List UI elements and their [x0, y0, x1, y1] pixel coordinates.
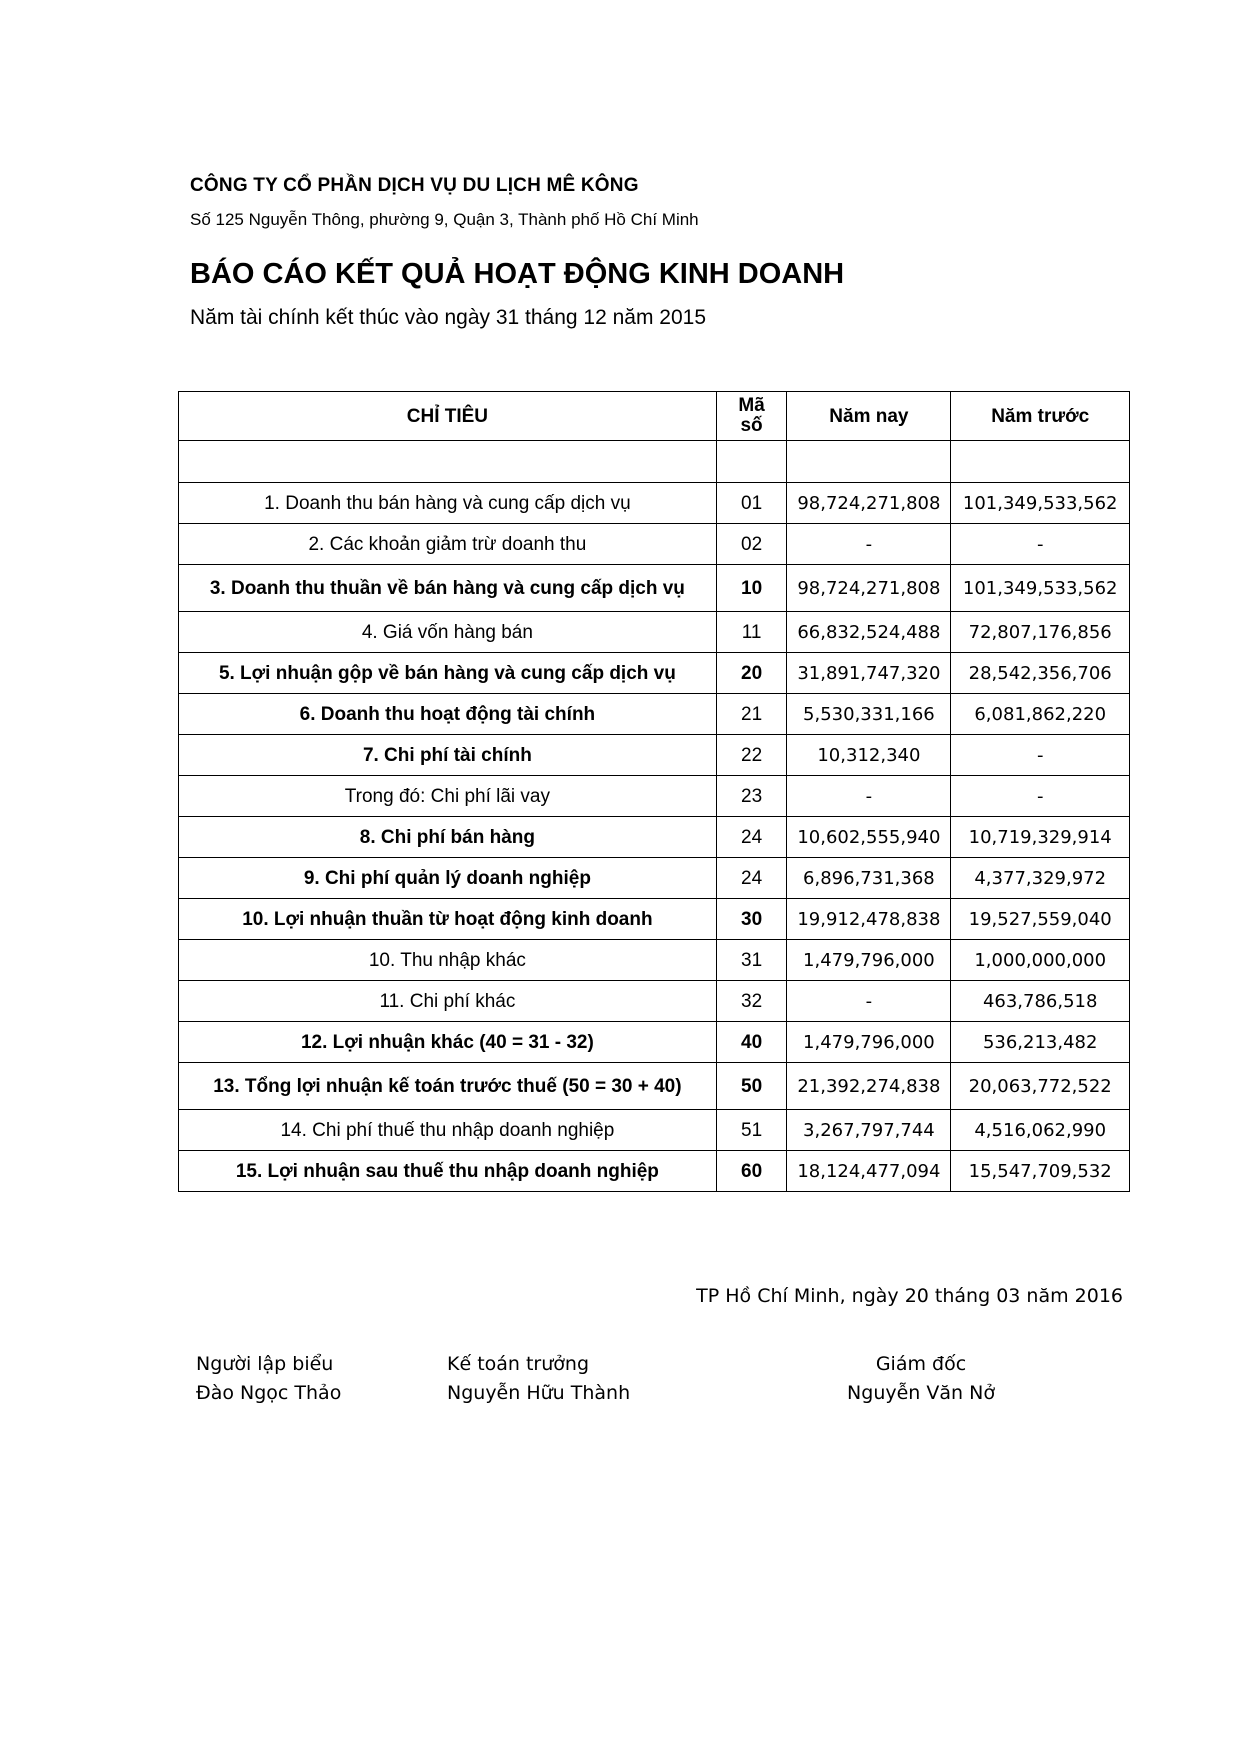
row-item: 2. Các khoản giảm trừ doanh thu — [179, 524, 717, 565]
signature-director — [846, 1350, 996, 1408]
blank-cell — [716, 441, 787, 483]
table-row — [179, 612, 1130, 653]
row-code: 02 — [716, 524, 787, 565]
table-row — [179, 940, 1130, 981]
row-item: 5. Lợi nhuận gộp về bán hàng và cung cấp dịch vụ — [179, 653, 717, 694]
signature-preparer — [196, 1350, 341, 1408]
signature-role: Kế toán trưởng — [447, 1353, 590, 1375]
row-code: 40 — [716, 1022, 787, 1063]
row-item: 8. Chi phí bán hàng — [179, 817, 717, 858]
table-row — [179, 483, 1130, 524]
header-current-year: Năm nay — [787, 392, 951, 441]
row-current: - — [787, 524, 951, 565]
header-code-line2: số — [740, 415, 763, 436]
table-header-row — [179, 392, 1130, 441]
row-previous: 19,527,559,040 — [951, 899, 1130, 940]
row-current: 31,891,747,320 — [787, 653, 951, 694]
signature-name: Đào Ngọc Thảo — [196, 1382, 342, 1404]
row-item: 12. Lợi nhuận khác (40 = 31 - 32) — [179, 1022, 717, 1063]
row-code: 30 — [716, 899, 787, 940]
row-code: 24 — [716, 817, 787, 858]
row-item: 11. Chi phí khác — [179, 981, 717, 1022]
row-current: 5,530,331,166 — [787, 694, 951, 735]
row-current: - — [787, 776, 951, 817]
table-row — [179, 1022, 1130, 1063]
table-row — [179, 653, 1130, 694]
signature-name: Nguyễn Hữu Thành — [447, 1382, 631, 1404]
row-previous: - — [951, 735, 1130, 776]
table-row — [179, 735, 1130, 776]
row-current: 6,896,731,368 — [787, 858, 951, 899]
row-item: 7. Chi phí tài chính — [179, 735, 717, 776]
row-current: 19,912,478,838 — [787, 899, 951, 940]
table-row — [179, 694, 1130, 735]
row-current: 98,724,271,808 — [787, 483, 951, 524]
report-subtitle: Năm tài chính kết thúc vào ngày 31 tháng 12 năm 2015 — [190, 306, 707, 329]
row-previous: 1,000,000,000 — [951, 940, 1130, 981]
row-item: 10. Thu nhập khác — [179, 940, 717, 981]
header-code — [716, 392, 787, 441]
table-row — [179, 524, 1130, 565]
signature-role: Người lập biểu — [196, 1353, 334, 1375]
table-row — [179, 858, 1130, 899]
row-code: 10 — [716, 565, 787, 612]
row-previous: 72,807,176,856 — [951, 612, 1130, 653]
row-previous: 10,719,329,914 — [951, 817, 1130, 858]
row-previous: - — [951, 524, 1130, 565]
row-item: 4. Giá vốn hàng bán — [179, 612, 717, 653]
row-item: 6. Doanh thu hoạt động tài chính — [179, 694, 717, 735]
row-previous: 20,063,772,522 — [951, 1063, 1130, 1110]
blank-cell — [179, 441, 717, 483]
row-code: 11 — [716, 612, 787, 653]
row-code: 31 — [716, 940, 787, 981]
signature-role: Giám đốc — [875, 1353, 967, 1375]
blank-cell — [951, 441, 1130, 483]
row-code: 60 — [716, 1151, 787, 1192]
row-current: 1,479,796,000 — [787, 940, 951, 981]
row-item: 10. Lợi nhuận thuần từ hoạt động kinh doanh — [179, 899, 717, 940]
place-date: TP Hồ Chí Minh, ngày 20 tháng 03 năm 2016 — [696, 1285, 1123, 1307]
row-previous: 4,516,062,990 — [951, 1110, 1130, 1151]
table-row — [179, 565, 1130, 612]
table-row — [179, 899, 1130, 940]
row-code: 22 — [716, 735, 787, 776]
row-code: 01 — [716, 483, 787, 524]
header-code-line1: Mã — [738, 395, 765, 416]
report-title: BÁO CÁO KẾT QUẢ HOẠT ĐỘNG KINH DOANH — [190, 258, 845, 290]
row-code: 24 — [716, 858, 787, 899]
table-row — [179, 1063, 1130, 1110]
table-row — [179, 817, 1130, 858]
row-previous: 15,547,709,532 — [951, 1151, 1130, 1192]
row-current: 66,832,524,488 — [787, 612, 951, 653]
row-item: 9. Chi phí quản lý doanh nghiệp — [179, 858, 717, 899]
table-row — [179, 776, 1130, 817]
row-current: 1,479,796,000 — [787, 1022, 951, 1063]
table-blank-row — [179, 441, 1130, 483]
row-code: 50 — [716, 1063, 787, 1110]
company-address: Số 125 Nguyễn Thông, phường 9, Quận 3, Thành phố Hồ Chí Minh — [190, 210, 699, 229]
row-previous: - — [951, 776, 1130, 817]
row-current: 21,392,274,838 — [787, 1063, 951, 1110]
row-item: 13. Tổng lợi nhuận kế toán trước thuế (50 = 30 + 40) — [179, 1063, 717, 1110]
row-previous: 536,213,482 — [951, 1022, 1130, 1063]
signature-chief-accountant — [447, 1350, 630, 1408]
row-previous: 4,377,329,972 — [951, 858, 1130, 899]
table-row — [179, 1110, 1130, 1151]
row-item: Trong đó: Chi phí lãi vay — [179, 776, 717, 817]
row-current: - — [787, 981, 951, 1022]
company-name: CÔNG TY CỔ PHẦN DỊCH VỤ DU LỊCH MÊ KÔNG — [190, 175, 639, 196]
header-item: CHỈ TIÊU — [179, 392, 717, 441]
row-item: 14. Chi phí thuế thu nhập doanh nghiệp — [179, 1110, 717, 1151]
table-row — [179, 1151, 1130, 1192]
row-current: 98,724,271,808 — [787, 565, 951, 612]
row-previous: 101,349,533,562 — [951, 483, 1130, 524]
blank-cell — [787, 441, 951, 483]
header-previous-year: Năm trước — [951, 392, 1130, 441]
table-row — [179, 981, 1130, 1022]
row-item: 3. Doanh thu thuần về bán hàng và cung cấp dịch vụ — [179, 565, 717, 612]
row-previous: 28,542,356,706 — [951, 653, 1130, 694]
row-previous: 101,349,533,562 — [951, 565, 1130, 612]
row-current: 10,602,555,940 — [787, 817, 951, 858]
row-code: 51 — [716, 1110, 787, 1151]
income-statement-table — [178, 391, 1130, 1192]
row-current: 18,124,477,094 — [787, 1151, 951, 1192]
row-current: 3,267,797,744 — [787, 1110, 951, 1151]
signature-name: Nguyễn Văn Nở — [847, 1382, 995, 1404]
row-current: 10,312,340 — [787, 735, 951, 776]
row-previous: 463,786,518 — [951, 981, 1130, 1022]
row-code: 20 — [716, 653, 787, 694]
row-item: 15. Lợi nhuận sau thuế thu nhập doanh nghiệp — [179, 1151, 717, 1192]
row-previous: 6,081,862,220 — [951, 694, 1130, 735]
row-code: 23 — [716, 776, 787, 817]
row-code: 32 — [716, 981, 787, 1022]
row-code: 21 — [716, 694, 787, 735]
row-item: 1. Doanh thu bán hàng và cung cấp dịch vụ — [179, 483, 717, 524]
